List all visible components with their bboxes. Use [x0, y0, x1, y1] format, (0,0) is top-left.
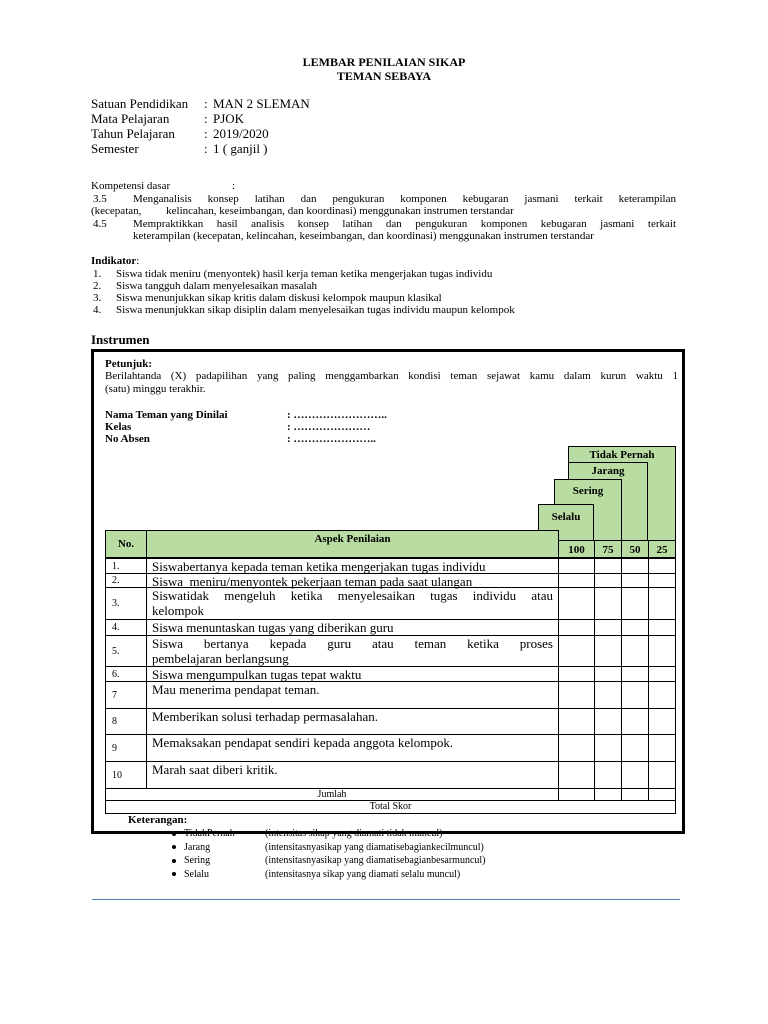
row-number	[105, 635, 147, 667]
identity-value: 1 ( ganjil )	[213, 141, 268, 156]
kompetensi-text: (kecepatan, kelincahan, keseimbangan, dan koordinasi) menggunakan instrumen terstandar	[91, 205, 514, 217]
keterangan-term: Sering	[184, 855, 211, 866]
score-label: 100	[568, 544, 585, 556]
keterangan-label: Keterangan:	[128, 814, 188, 826]
row-number	[105, 734, 147, 762]
column-label: Aspek Penilaian	[314, 533, 391, 545]
score-checkbox[interactable]	[621, 761, 649, 789]
kompetensi-text: keterampilan (kecepatan, kelincahan, keseimbangan, dan koordinasi) menggunakan instrumen terstandar	[133, 230, 594, 242]
document-subtitle: TEMAN SEBAYA	[336, 69, 432, 83]
identity-value: 2019/2020	[213, 126, 269, 141]
instrumen-heading: Instrumen	[91, 332, 150, 347]
score-header	[594, 540, 622, 558]
score-checkbox[interactable]	[621, 558, 649, 574]
kompetensi-no: 4.5	[93, 218, 107, 230]
identity-label: Satuan Pendidikan	[91, 96, 189, 111]
indikator-text: Siswa menunjukkan sikap kritis dalam diskusi kelompok maupun klasikal	[116, 292, 442, 304]
identity-value: PJOK	[213, 111, 245, 126]
kompetensi-text: Menganalisis konsep latihan dan pengukuran komponen kebugaran jasmani terkait keterampilan	[133, 193, 676, 205]
kompetensi-label: Kompetensi dasar	[91, 180, 171, 192]
aspek-cell	[146, 587, 559, 620]
aspek-cell	[146, 761, 559, 789]
score-checkbox[interactable]	[558, 761, 595, 789]
row-number-text: 9	[112, 742, 117, 754]
score-checkbox[interactable]	[648, 708, 676, 735]
indikator-text: Siswa menunjukkan sikap disiplin dalam menyelesaikan tugas individu maupun kelompok	[116, 304, 515, 316]
keterangan-term: TidakPernah	[184, 828, 235, 839]
aspek-text: Siswabertanya kepada teman ketika mengerjakan tugas individu	[152, 559, 486, 574]
aspek-text: Memaksakan pendapat sendiri kepada anggota kelompok.	[152, 735, 454, 750]
indikator-colon: :	[136, 255, 140, 267]
aspek-text: pembelajaran berlangsung	[152, 651, 289, 666]
row-number	[105, 666, 147, 682]
row-number-text: 7	[112, 689, 117, 701]
indikator-text: Siswa tangguh dalam menyelesaikan masalah	[116, 280, 317, 292]
score-checkbox[interactable]	[648, 681, 676, 709]
indikator-list	[93, 268, 515, 316]
aspek-text: Marah saat diberi kritik.	[152, 762, 278, 777]
class-field[interactable]: : …………………	[287, 421, 371, 433]
keterangan-desc: (intensitasnya sikap yang diamati selalu muncul)	[265, 868, 461, 880]
keterangan-term: Selalu	[184, 868, 209, 880]
score-checkbox[interactable]	[594, 635, 622, 667]
score-checkbox[interactable]	[648, 587, 676, 620]
score-label: 25	[656, 544, 668, 556]
score-checkbox[interactable]	[558, 619, 595, 636]
score-checkbox[interactable]	[621, 635, 649, 667]
keterangan-desc: (intensitas sikap yang diamati tidak muncul)	[265, 828, 443, 839]
score-checkbox[interactable]	[594, 619, 622, 636]
scale-label: Sering	[572, 485, 604, 497]
aspek-cell	[146, 573, 559, 588]
aspek-cell	[146, 558, 559, 574]
scale-label: Selalu	[551, 511, 581, 523]
aspek-text: Siswa meniru/menyontek pekerjaan teman pada saat ulangan	[152, 574, 473, 589]
score-checkbox[interactable]	[594, 761, 622, 789]
kompetensi-no: 3.5	[93, 193, 107, 205]
footer-divider	[92, 899, 680, 900]
bullet-icon	[172, 832, 176, 836]
row-number-text: 1.	[112, 560, 120, 572]
score-checkbox[interactable]	[621, 573, 649, 588]
row-number-text: 6.	[112, 668, 120, 680]
identity-label: Tahun Pelajaran	[91, 126, 175, 141]
indikator-text: Siswa tidak meniru (menyontek) hasil kerja teman ketika mengerjakan tugas individu	[116, 268, 493, 280]
column-header-aspek	[146, 530, 559, 558]
petunjuk-label: Petunjuk:	[105, 358, 153, 370]
column-header-no	[105, 530, 147, 558]
score-checkbox[interactable]	[558, 708, 595, 735]
aspek-cell	[146, 666, 559, 682]
identity-block	[91, 96, 310, 156]
score-header	[558, 540, 595, 558]
total-row	[105, 800, 676, 814]
score-checkbox[interactable]	[648, 558, 676, 574]
row-number-text: 5.	[112, 645, 120, 657]
aspek-text: Siswa menuntaskan tugas yang diberikan guru	[152, 620, 394, 635]
keterangan-desc: (intensitasnyasikap yang diamatisebagianbesarmuncul)	[265, 855, 486, 866]
score-checkbox[interactable]	[648, 635, 676, 667]
petunjuk-text: (satu) minggu terakhir.	[105, 383, 206, 395]
identity-sep: :	[204, 111, 208, 126]
field-label: Kelas	[105, 421, 132, 433]
score-checkbox[interactable]	[648, 666, 676, 682]
score-checkbox[interactable]	[621, 666, 649, 682]
scale-label: Jarang	[591, 465, 625, 477]
score-checkbox[interactable]	[558, 681, 595, 709]
aspek-cell	[146, 635, 559, 667]
row-number	[105, 587, 147, 620]
keterangan-desc: (intensitasnyasikap yang diamatisebagiankecilmuncul)	[265, 841, 484, 853]
score-label: 50	[629, 544, 641, 556]
aspek-text: Siswa mengumpulkan tugas tepat waktu	[152, 667, 362, 682]
absen-field[interactable]: : …………………..	[287, 433, 376, 445]
indikator-no: 3.	[93, 292, 102, 304]
row-number	[105, 619, 147, 636]
score-checkbox[interactable]	[594, 708, 622, 735]
score-checkbox[interactable]	[558, 558, 595, 574]
score-checkbox[interactable]	[594, 587, 622, 620]
identity-sep: :	[204, 96, 208, 111]
score-checkbox[interactable]	[648, 619, 676, 636]
indikator-no: 2.	[93, 280, 102, 292]
aspek-cell	[146, 681, 559, 709]
aspek-cell	[146, 734, 559, 762]
score-header	[648, 540, 676, 558]
row-number	[105, 708, 147, 735]
bullet-icon	[172, 872, 176, 876]
score-checkbox[interactable]	[648, 761, 676, 789]
score-checkbox[interactable]	[594, 681, 622, 709]
score-checkbox[interactable]	[621, 734, 649, 762]
field-label: Nama Teman yang Dinilai	[105, 409, 228, 421]
field-label: No Absen	[105, 433, 150, 445]
total-label: Total Skor	[369, 801, 412, 812]
row-number-text: 4.	[112, 622, 120, 633]
row-number-text: 10	[112, 769, 122, 781]
aspek-cell	[146, 619, 559, 636]
score-checkbox[interactable]	[621, 619, 649, 636]
score-checkbox[interactable]	[594, 666, 622, 682]
aspek-text: Memberikan solusi terhadap permasalahan.	[152, 709, 378, 724]
identity-value: MAN 2 SLEMAN	[213, 96, 310, 111]
score-checkbox[interactable]	[558, 573, 595, 588]
aspek-text: kelompok	[152, 603, 204, 618]
score-checkbox[interactable]	[558, 635, 595, 667]
row-number	[105, 573, 147, 588]
row-number-text: 3.	[112, 598, 120, 609]
column-label: No.	[117, 538, 135, 550]
bullet-icon	[172, 859, 176, 863]
jumlah-label: Jumlah	[317, 789, 347, 800]
scale-label: Tidak Pernah	[589, 449, 655, 461]
identity-label: Semester	[91, 141, 139, 156]
row-number-text: 8	[112, 716, 117, 727]
indikator-label: Indikator	[91, 255, 137, 267]
score-checkbox[interactable]	[558, 734, 595, 762]
indikator-no: 4.	[93, 304, 102, 316]
score-checkbox[interactable]	[594, 573, 622, 588]
row-number-text: 2.	[112, 575, 120, 586]
row-number	[105, 761, 147, 789]
keterangan-term: Jarang	[184, 841, 211, 853]
identity-label: Mata Pelajaran	[91, 111, 170, 126]
indikator-heading	[91, 255, 139, 267]
score-checkbox[interactable]	[558, 587, 595, 620]
petunjuk-text: Berilahtanda (X) padapilihan yang paling menggambarkan kondisi teman sejawat kamu dalam kurun waktu 1	[105, 370, 678, 382]
aspek-text: Siswatidak mengeluh ketika menyelesaikan tugas individu atau	[152, 588, 553, 603]
score-checkbox[interactable]	[594, 558, 622, 574]
indikator-no: 1.	[93, 268, 102, 280]
aspek-text: Siswa bertanya kepada guru atau teman ketika proses	[152, 636, 553, 651]
identity-sep: :	[204, 126, 208, 141]
aspek-text: Mau menerima pendapat teman.	[152, 682, 320, 697]
score-checkbox[interactable]	[621, 681, 649, 709]
kompetensi-sep: :	[232, 180, 236, 192]
bullet-icon	[172, 845, 176, 849]
score-header	[621, 540, 649, 558]
score-checkbox[interactable]	[558, 666, 595, 682]
score-checkbox[interactable]	[621, 587, 649, 620]
score-checkbox[interactable]	[648, 734, 676, 762]
row-number	[105, 558, 147, 574]
identity-sep: :	[204, 141, 208, 156]
keterangan-list	[172, 827, 486, 881]
name-field[interactable]: : ……………………..	[287, 409, 387, 421]
score-checkbox[interactable]	[594, 734, 622, 762]
score-label: 75	[602, 544, 614, 556]
kompetensi-text: Mempraktikkan hasil analisis konsep latihan dan pengukuran komponen kebugaran jasmani terkait	[133, 218, 676, 230]
score-checkbox[interactable]	[621, 708, 649, 735]
aspek-cell	[146, 708, 559, 735]
row-number	[105, 681, 147, 709]
score-checkbox[interactable]	[648, 573, 676, 588]
document-title: LEMBAR PENILAIAN SIKAP	[302, 55, 466, 69]
